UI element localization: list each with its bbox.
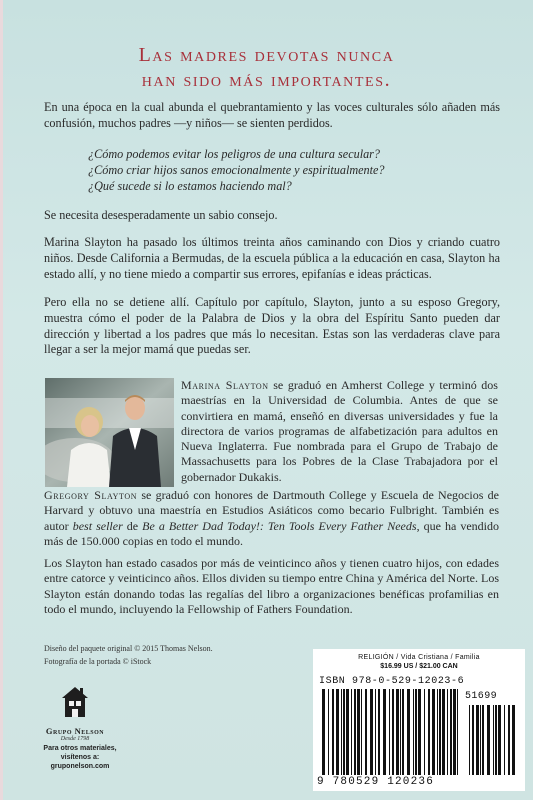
bio-gregory-text-1: se graduó con honores de Dartmouth College y Escuela de Negocios de Harvard y obtuvo una maestría en Estudios Asiáticos como becario Fulbright. También es autor xyxy=(44,488,499,533)
barcode-bar xyxy=(493,705,494,775)
barcode-bar xyxy=(498,705,501,775)
barcode-bar xyxy=(332,689,334,775)
publisher-website: gruponelson.com xyxy=(50,763,110,770)
photo-credit: Fotografía de la portada © iStock xyxy=(44,657,152,666)
barcode-bar xyxy=(343,689,345,775)
barcode-bar xyxy=(413,689,414,775)
barcode-bar xyxy=(392,689,394,775)
barcode-digits: 9 780529 120236 xyxy=(317,776,435,788)
headline-line-1: Las madres devotas nunca xyxy=(138,44,395,66)
barcode-bar xyxy=(354,689,356,775)
more-materials-line-1: Para otros materiales, visítenos a: xyxy=(43,745,117,761)
barcode-bar xyxy=(357,689,360,775)
design-credit: Diseño del paquete original © 2015 Thomas Nelson. xyxy=(44,644,213,653)
barcode-bar xyxy=(365,689,367,775)
spine-edge xyxy=(0,0,3,800)
barcode-bar xyxy=(432,689,435,775)
barcode-bar xyxy=(400,689,401,775)
barcode-bar xyxy=(508,705,510,775)
barcode-bar xyxy=(415,689,417,775)
question-1: ¿Cómo podemos evitar los peligros de una cultura secular? xyxy=(88,147,381,161)
bio-gregory-text-3: , que ha vendido más de 150.000 copias en todo el mundo. xyxy=(44,518,500,548)
closing-paragraph: Los Slayton han estado casados por más de veinticinco años y tienen cuatro hijos, con edades entre catorce y veinticinco años. Ellos dividen su tiempo entre China y América del Norte. Los Slayton están donando todas las regalías del libro a organizaciones benéficas profamilias en todo el mundo, incluyendo la Fellowship of Fathers Foundation. xyxy=(44,556,499,616)
barcode-bar xyxy=(453,689,456,775)
intro-paragraph: En una época en la cual abunda el quebrantamiento y las voces culturales sólo añaden más confusión, muchos padres —y niños— se sienten perdidos. xyxy=(44,100,500,130)
price-label: $16.99 US / $21.00 CAN xyxy=(380,663,458,670)
bio-marina-name: Marina Slayton xyxy=(181,378,269,392)
barcode-bar xyxy=(495,705,497,775)
barcode-bar xyxy=(457,689,458,775)
barcode-bar xyxy=(322,689,325,775)
house-icon xyxy=(60,685,90,719)
isbn-barcode xyxy=(322,689,462,775)
genre-label: RELIGIÓN / Vida Cristiana / Familia xyxy=(358,654,480,661)
barcode-bar xyxy=(375,689,376,775)
barcode-panel xyxy=(313,649,525,791)
barcode-bar xyxy=(378,689,380,775)
authors-photo-image xyxy=(45,378,174,487)
barcode-bar xyxy=(480,705,481,775)
barcode-bar xyxy=(469,705,470,775)
barcode-bar xyxy=(428,689,430,775)
question-3: ¿Qué sucede si lo estamos haciendo mal? xyxy=(88,179,292,193)
gregory-paragraph: Pero ella no se detiene allí. Capítulo por capítulo, Slayton, junto a su esposo Gregory, muestra cómo el poder de la Palabra de Dios y la obra del Espíritu Santo pueden dar dirección y libertad a los padres que más lo necesitan. Estas son las verdaderas clave para llegar a ser la mejor mamá que puedas ser. xyxy=(44,295,500,357)
headline-line-2: han sido más importantes. xyxy=(141,69,392,91)
bio-gregory-text-2: de xyxy=(122,518,143,533)
more-materials xyxy=(30,744,130,771)
barcode-bar xyxy=(336,689,339,775)
publisher-since: Desde 1798 xyxy=(60,736,90,742)
advice-paragraph: Se necesita desesperadamente un sabio consejo. xyxy=(44,208,278,222)
barcode-bar xyxy=(346,689,349,775)
bio-gregory-name: Gregory Slayton xyxy=(44,488,138,502)
barcode-bar xyxy=(370,689,373,775)
barcode-bar xyxy=(476,705,479,775)
bio-marina xyxy=(181,378,498,485)
barcode-bar xyxy=(383,689,386,775)
barcode-bar xyxy=(351,689,352,775)
barcode-bar xyxy=(437,689,438,775)
barcode-bar xyxy=(447,689,448,775)
barcode-bar xyxy=(341,689,342,775)
bio-gregory xyxy=(44,488,499,549)
barcode-bar xyxy=(402,689,404,775)
bio-marina-text: se graduó en Amherst College y terminó dos maestrías en la Universidad de Columbia. Antes de que se convirtiera en mamá, enseñó en diversas universidades y fue la directora de varios programas de alfabetización para adultos en Nueva Inglaterra. Fue nombrada para el Grupo de Trabajo de Massachusetts para los Pobres de la Clase Trabajadora por el gobernador Dukakis. xyxy=(181,378,498,484)
barcode-bar xyxy=(328,689,329,775)
barcode-bar xyxy=(389,689,390,775)
barcode-bar xyxy=(472,705,474,775)
barcode-bar xyxy=(418,689,421,775)
publisher-name: Grupo Nelson xyxy=(45,726,105,736)
barcode-bar xyxy=(512,705,515,775)
barcode-bar xyxy=(482,705,484,775)
bio-gregory-italic-1: best seller xyxy=(72,518,123,533)
barcode-bar xyxy=(504,705,505,775)
barcode-bar xyxy=(450,689,452,775)
price-barcode xyxy=(469,705,519,775)
marina-paragraph: Marina Slayton ha pasado los últimos treinta años caminando con Dios y criando cuatro niños. Desde California a Bermudas, de la escuela pública a la educación en casa, Slayton ha estado allí, y no tiene miedo a compartir sus errores, epifanías e ideas prácticas. xyxy=(44,235,500,281)
question-2: ¿Cómo criar hijos sanos emocionalmente y espiritualmente? xyxy=(88,163,385,177)
barcode-bar xyxy=(407,689,410,775)
barcode-bar xyxy=(487,705,490,775)
authors-photo xyxy=(45,378,174,487)
barcode-bar xyxy=(361,689,362,775)
bio-gregory-book-title: Be a Better Dad Today!: Ten Tools Every Father Needs xyxy=(142,518,417,533)
isbn-label: ISBN 978-0-529-12023-6 xyxy=(319,676,465,687)
barcode-bar xyxy=(439,689,441,775)
barcode-bar xyxy=(396,689,399,775)
barcode-bar xyxy=(442,689,445,775)
barcode-bar xyxy=(424,689,425,775)
publisher-logo xyxy=(38,685,112,742)
price-addon-digits: 51699 xyxy=(465,691,498,702)
